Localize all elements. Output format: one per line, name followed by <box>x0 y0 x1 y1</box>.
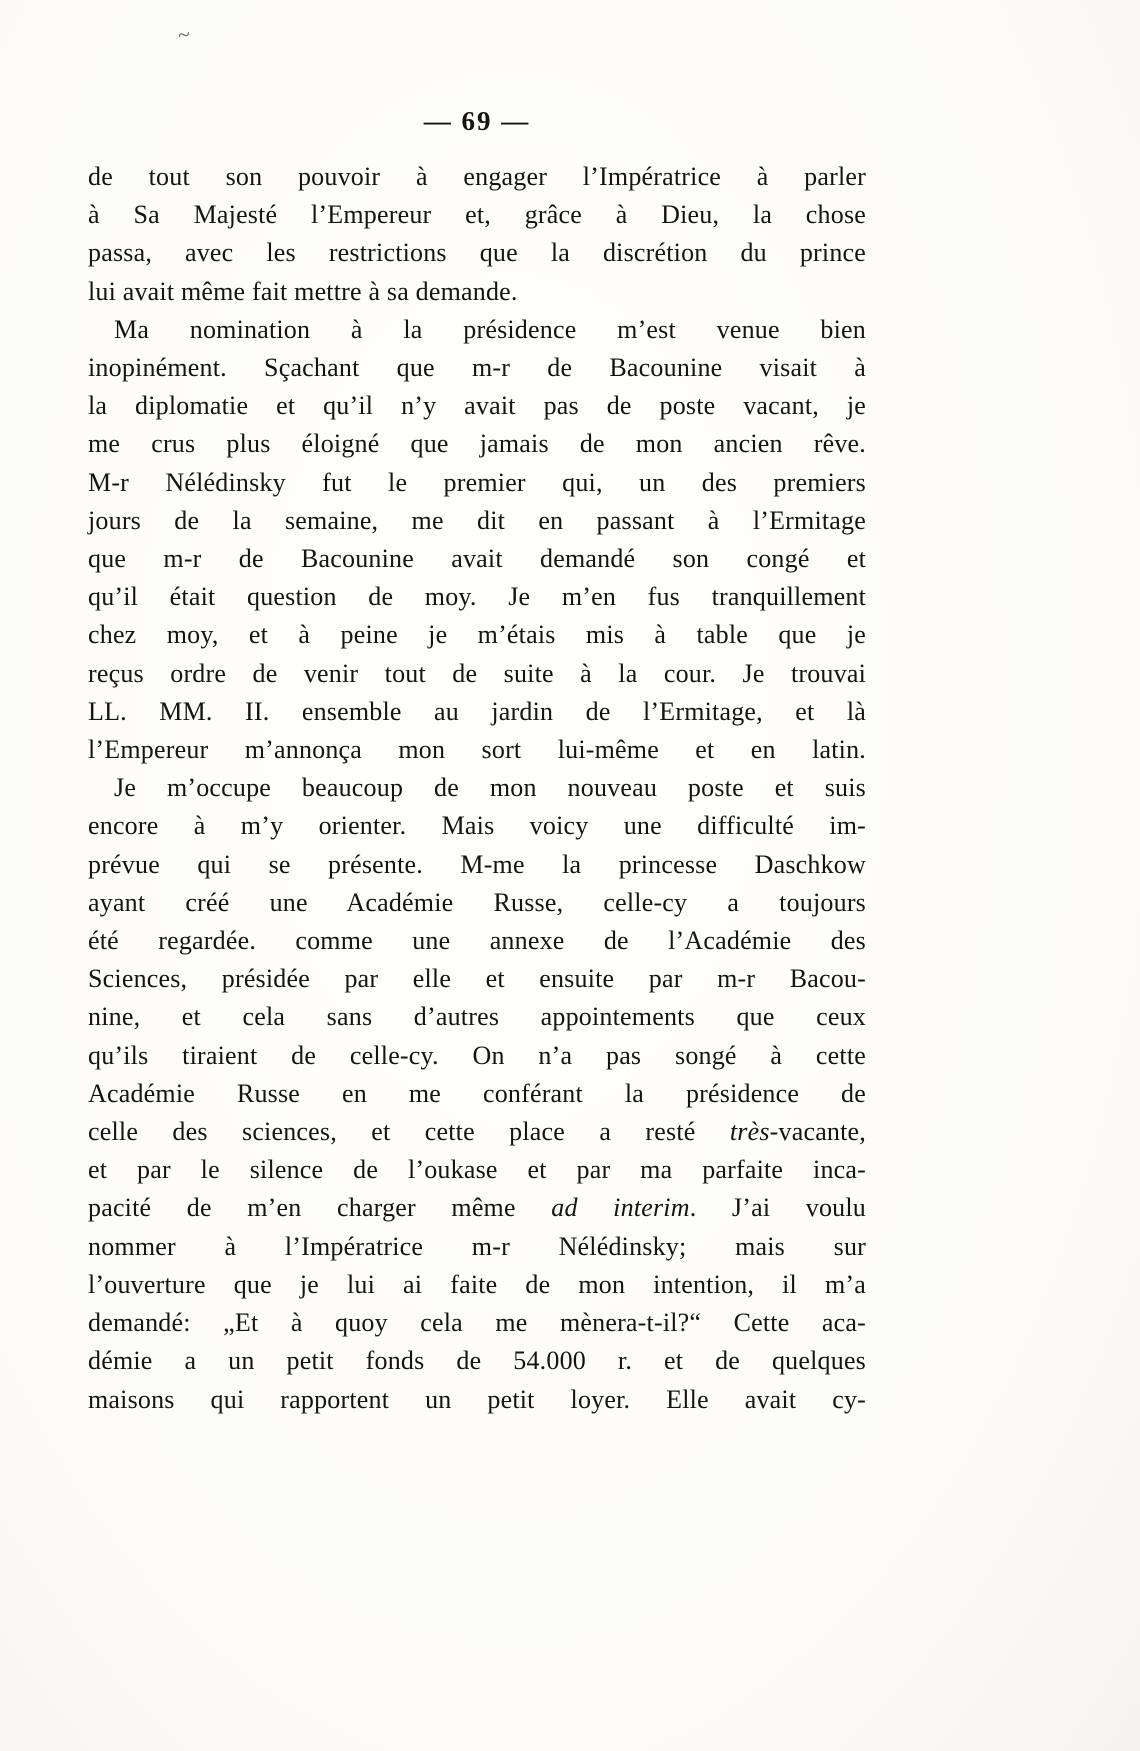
text-line <box>88 387 866 425</box>
text-segment: M-r Nélédinsky fut le premier qui, un des premiers <box>88 467 866 497</box>
text-segment: me crus plus éloigné que jamais de mon ancien rêve. <box>88 429 866 459</box>
text-line <box>88 807 866 845</box>
text-segment: passa, avec les restrictions que la discrétion du prince <box>88 238 866 268</box>
text-line <box>88 158 866 196</box>
text-segment: démie a un petit fonds de 54.000 r. et de quelques <box>88 1346 866 1376</box>
text-segment: que m-r de Bacounine avait demandé son congé et <box>88 544 866 574</box>
text-segment: -vacante, <box>769 1117 866 1147</box>
text-segment: qu’ils tiraient de celle-cy. On n’a pas songé à cette <box>88 1040 866 1070</box>
italic-text-segment: très <box>729 1117 770 1147</box>
text-segment: la diplomatie et qu’il n’y avait pas de poste vacant, je <box>88 391 866 421</box>
text-line <box>88 846 866 884</box>
text-line <box>88 1113 866 1151</box>
text-segment: jours de la semaine, me dit en passant à l’Ermitage <box>88 505 866 535</box>
text-segment: inopinément. Sçachant que m-r de Bacounine visait à <box>88 353 866 383</box>
text-segment: Académie Russe en me conférant la présidence de <box>88 1078 866 1108</box>
text-line <box>88 196 866 234</box>
text-line <box>88 1266 866 1304</box>
text-segment: LL. MM. II. ensemble au jardin de l’Ermitage, et là <box>88 696 866 726</box>
text-block <box>88 158 866 1419</box>
text-line <box>88 655 866 693</box>
text-line <box>88 1075 866 1113</box>
text-line <box>88 1228 866 1266</box>
scan-artifact-mark: ~ <box>176 21 192 48</box>
text-segment: celle des sciences, et cette place a resté <box>88 1117 730 1147</box>
text-line <box>88 234 866 272</box>
text-segment: lui avait même fait mettre à sa demande. <box>88 276 518 306</box>
text-segment: l’Empereur m’annonça mon sort lui-même et en latin. <box>88 735 866 765</box>
text-segment: chez moy, et à peine je m’étais mis à table que je <box>88 620 866 650</box>
text-line <box>88 1151 866 1189</box>
text-line <box>88 1189 866 1227</box>
text-line <box>88 616 866 654</box>
text-segment: reçus ordre de venir tout de suite à la cour. Je trouvai <box>88 658 866 688</box>
text-segment: maisons qui rapportent un petit loyer. Elle avait cy- <box>88 1384 866 1414</box>
text-segment: ayant créé une Académie Russe, celle-cy a toujours <box>88 887 866 917</box>
text-line <box>88 960 866 998</box>
text-line <box>88 884 866 922</box>
text-line <box>88 540 866 578</box>
text-line <box>88 311 866 349</box>
text-line <box>88 502 866 540</box>
italic-text-segment: ad interim <box>551 1193 690 1223</box>
text-line <box>88 425 866 463</box>
text-line <box>88 731 866 769</box>
text-line <box>88 1342 866 1380</box>
text-line <box>88 1381 866 1419</box>
page-number: — 69 — <box>423 106 531 136</box>
text-segment: pacité de m’en charger même <box>88 1193 552 1223</box>
text-segment: . J’ai voulu <box>689 1193 866 1223</box>
text-segment: encore à m’y orienter. Mais voicy une difficulté im- <box>88 811 866 841</box>
text-segment: prévue qui se présente. M-me la princesse Daschkow <box>88 849 866 879</box>
text-segment: Ma nomination à la présidence m’est venue bien <box>114 314 866 344</box>
text-line <box>88 693 866 731</box>
text-segment: demandé: „Et à quoy cela me mènera-t-il?“ Cette aca- <box>88 1308 866 1338</box>
text-line <box>88 1304 866 1342</box>
text-line <box>88 1037 866 1075</box>
text-line <box>88 464 866 502</box>
text-line <box>88 273 866 311</box>
text-line <box>88 349 866 387</box>
text-segment: Je m’occupe beaucoup de mon nouveau poste et suis <box>114 773 866 803</box>
text-segment: à Sa Majesté l’Empereur et, grâce à Dieu, la chose <box>88 200 866 230</box>
text-segment: Sciences, présidée par elle et ensuite par m-r Bacou- <box>88 964 866 994</box>
text-segment: été regardée. comme une annexe de l’Académie des <box>88 926 866 956</box>
text-line <box>88 998 866 1036</box>
text-segment: de tout son pouvoir à engager l’Impératrice à parler <box>88 162 866 191</box>
text-segment: et par le silence de l’oukase et par ma parfaite inca- <box>88 1155 866 1185</box>
text-line <box>88 922 866 960</box>
text-segment: nine, et cela sans d’autres appointements que ceux <box>88 1002 866 1032</box>
text-segment: nommer à l’Impératrice m-r Nélédinsky; mais sur <box>88 1231 866 1261</box>
text-segment: l’ouverture que je lui ai faite de mon intention, il m’a <box>88 1269 866 1299</box>
text-segment: qu’il était question de moy. Je m’en fus tranquillement <box>88 582 866 612</box>
text-line <box>88 578 866 616</box>
text-line <box>88 769 866 807</box>
